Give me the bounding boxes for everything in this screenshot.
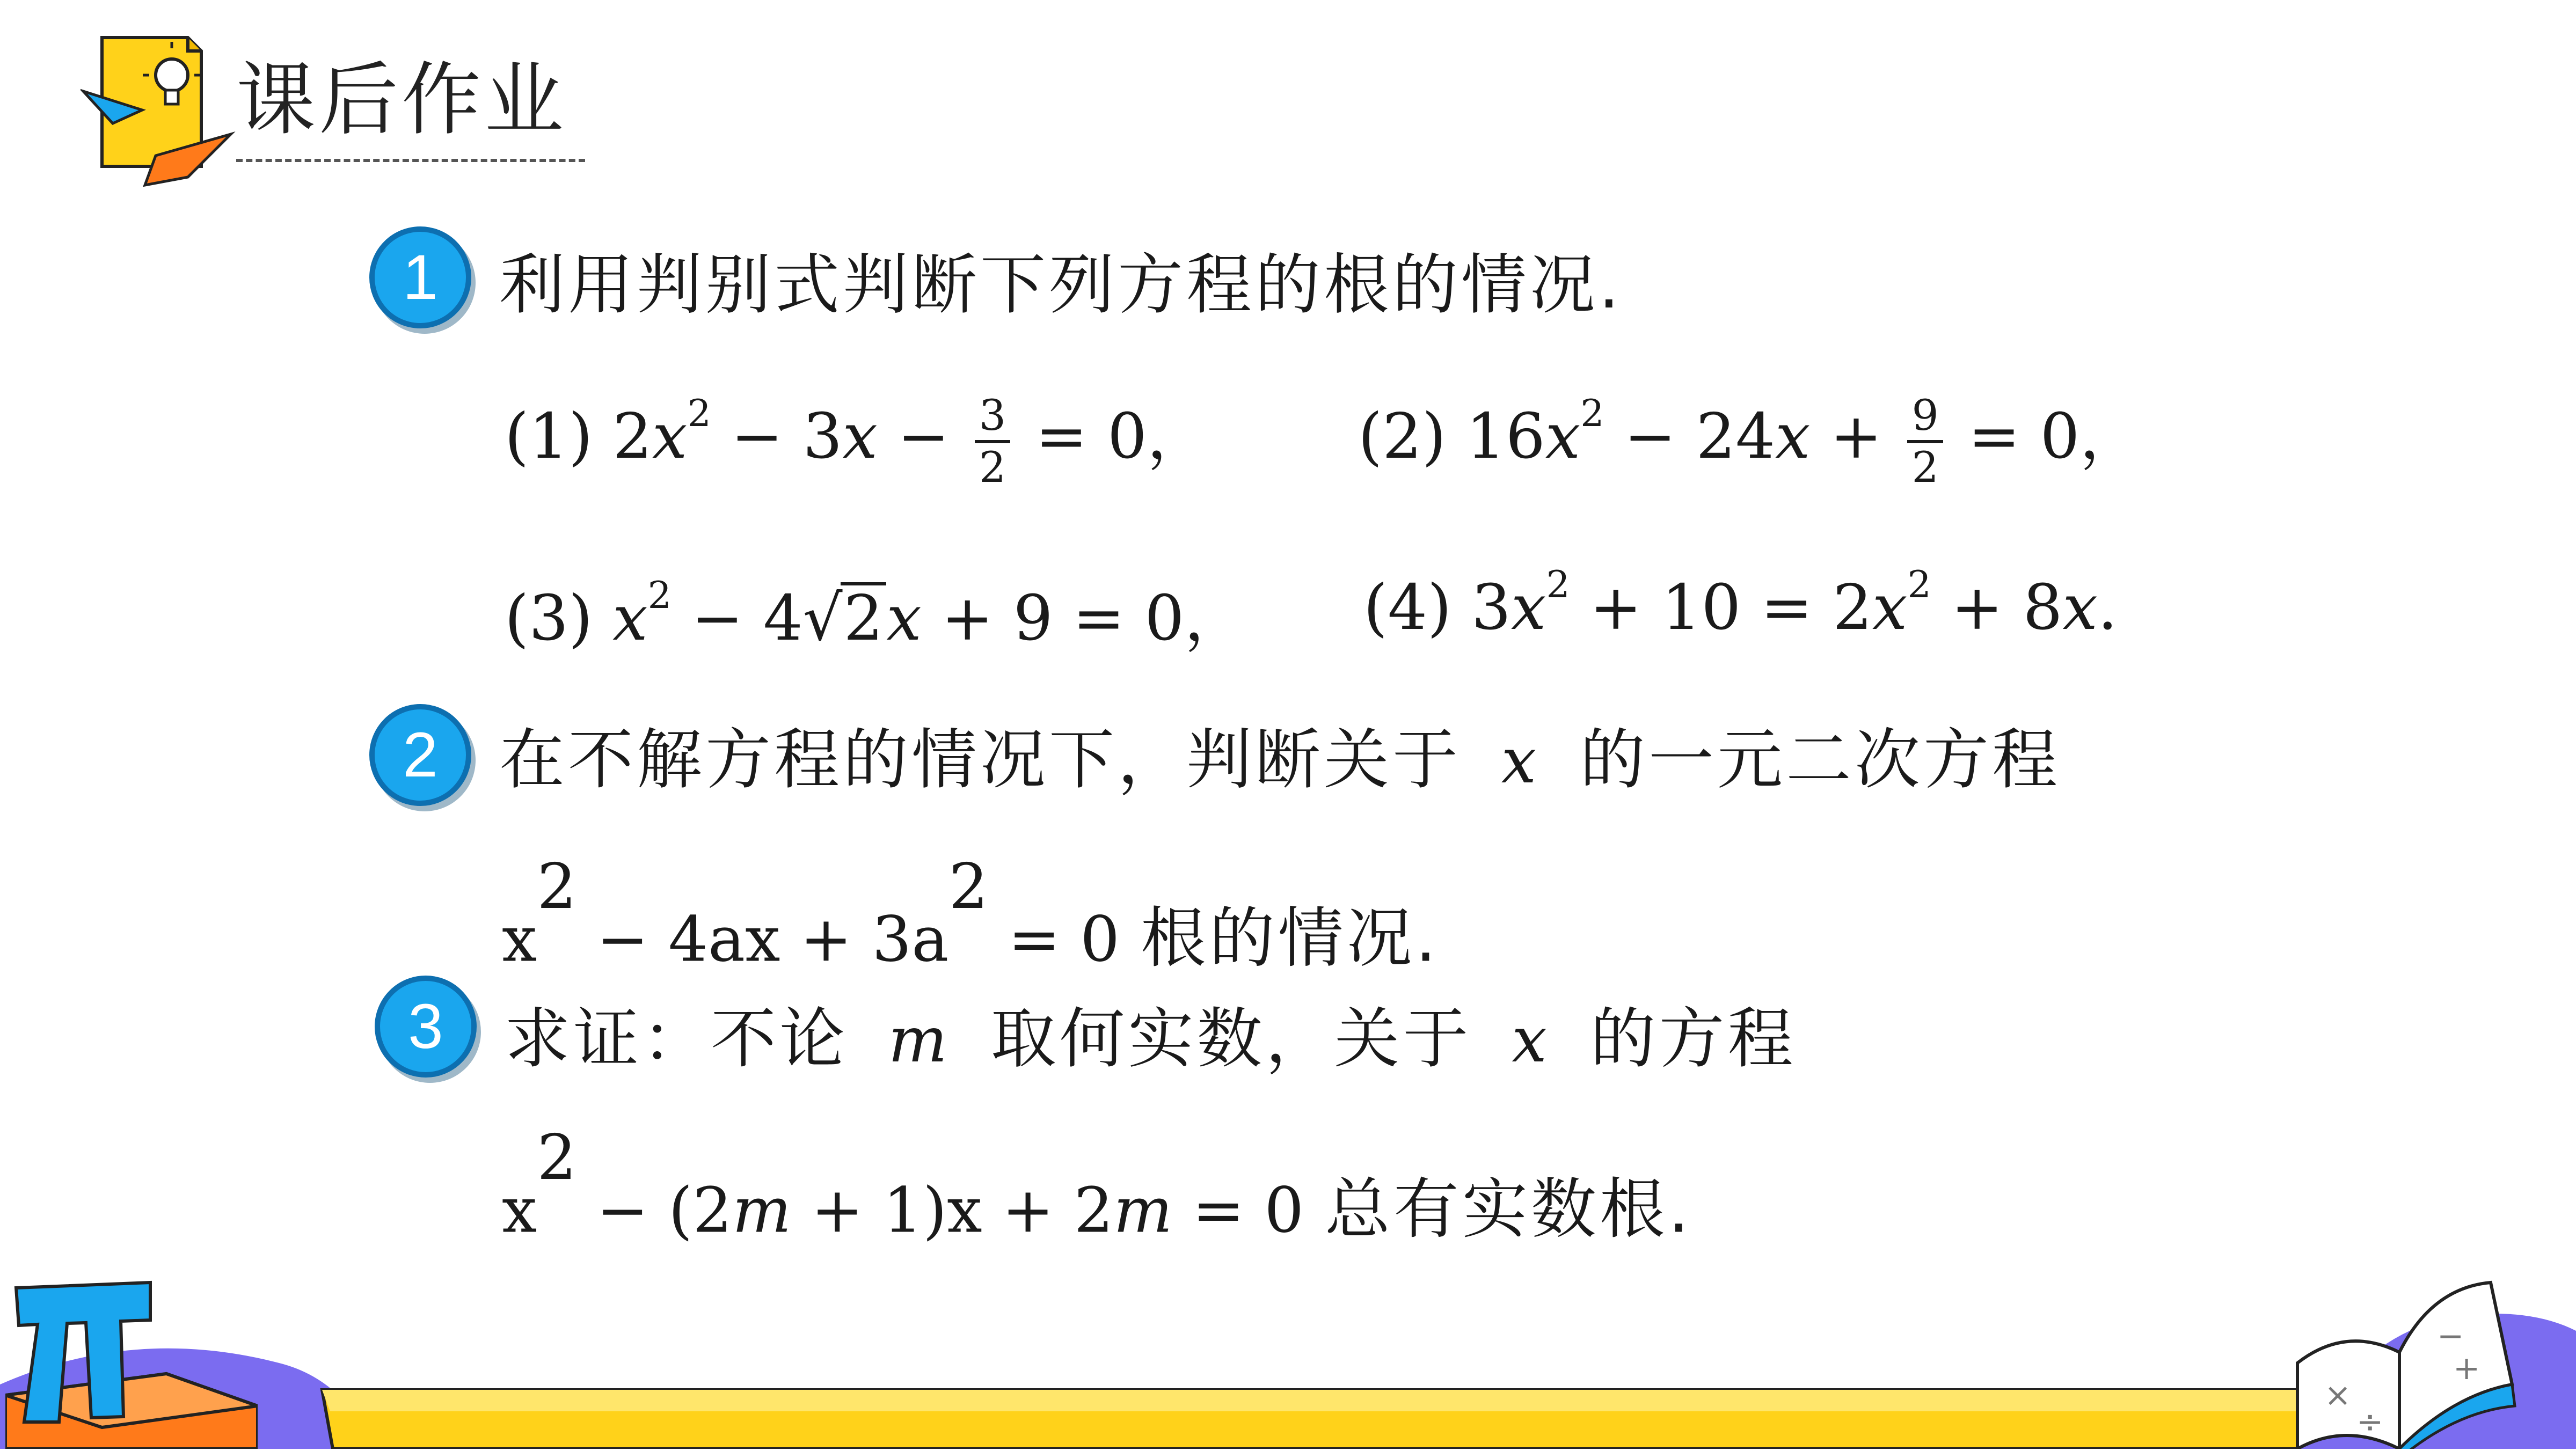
svg-text:×: × <box>2324 1376 2352 1414</box>
lightbulb-note-icon <box>81 32 242 188</box>
page-title: 课后作业 <box>236 54 567 146</box>
equation-1: (1) $2x^2 - 3x$ − $\frac{3}{2}$ = 0， <box>505 391 1209 492</box>
problem-3-line-1: 求证：不论 m 取何实数，关于 x 的方程 <box>505 1001 1797 1077</box>
pi-symbol-icon <box>5 1272 258 1449</box>
svg-text:+: + <box>2453 1350 2480 1387</box>
equation-3: (3) $x^2 - 4√2x + 9 = 0$， <box>505 573 1247 655</box>
svg-text:÷: ÷ <box>2356 1403 2384 1441</box>
problem-1-text: 利用判别式判断下列方程的根的情况. <box>499 247 1623 323</box>
math-book-icon <box>2292 1277 2517 1449</box>
problem-3-line-2: $x^2 - (2m + 1)x + 2m = 0$ 总有实数根. <box>502 1122 1692 1248</box>
equation-4: (4) $3x^2 + 10 = 2x^2 + 8x$. <box>1363 562 2118 644</box>
title-underline <box>236 159 585 162</box>
problem-3-badge: 3 <box>375 976 477 1078</box>
problem-2-line-2: $x^2 - 4ax + 3a^2 = 0$ 根的情况. <box>502 851 1440 977</box>
problem-1-badge: 1 <box>369 226 471 328</box>
problem-2-badge: 2 <box>369 704 471 806</box>
problem-2-line-1: 在不解方程的情况下，判断关于 x 的一元二次方程 <box>499 722 2061 798</box>
bottom-decoration <box>0 1256 2576 1449</box>
equation-2: (2) $16x^2 - 24x$ + $\frac{9}{2}$ = 0， <box>1358 391 2142 492</box>
svg-text:−: − <box>2437 1317 2464 1355</box>
sqrt-sign: √ <box>802 582 843 655</box>
